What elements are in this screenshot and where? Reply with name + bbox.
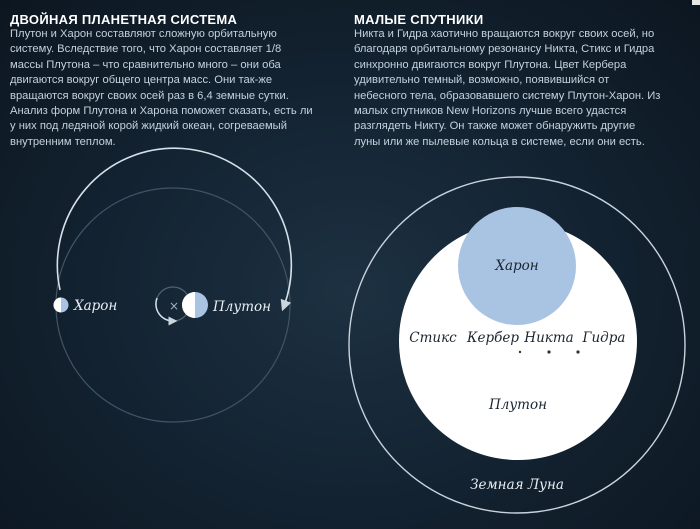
- barycenter-mark: ×: [169, 299, 180, 313]
- orbit-direction-arrow: [57, 148, 291, 306]
- charon-body: [54, 298, 69, 313]
- nix-dot: [547, 350, 550, 353]
- styx-label: Стикс: [409, 330, 457, 346]
- hydra-dot: [576, 350, 579, 353]
- hydra-label: Гидра: [582, 330, 626, 346]
- charon-size-label: Харон: [495, 258, 539, 274]
- earth-moon-label: Земная Луна: [470, 477, 564, 493]
- nix-label: Никта: [524, 330, 574, 346]
- kerberos-dot: [519, 351, 521, 353]
- binary-system-diagram: [54, 148, 292, 422]
- binary-system-heading: ДВОЙНАЯ ПЛАНЕТНАЯ СИСТЕМА: [10, 12, 238, 27]
- pluto-size-label: Плутон: [488, 397, 548, 413]
- binary-system-text: Плутон и Харон составляют сложную орбитальную систему. Вследствие того, что Харон составляет 1/8 массы Плутона – что сравнительно много – они оба двигаются вокруг общего центра масс. Они так-же вращаются вокруг своих осей раз в 6,4 земные сутки. Анализ форм Плутона и Харона поможет сказать, есть ли у них под ледяной корой жидкий океан, согреваемый внутренним теплом.: [10, 28, 313, 148]
- kerberos-label: Кербер: [467, 330, 519, 346]
- pluto-body: [182, 292, 208, 318]
- small-moons-heading: МАЛЫЕ СПУТНИКИ: [354, 12, 484, 27]
- small-moons-text: Никта и Гидра хаотично вращаются вокруг своих осей, но благодаря орбитальному резонансу Никта, Стикс и Гидра синхронно двигаются вокруг Плутона. Цвет Кербера удивительно темный, возможно, появившийся от небесного тела, образовавшего систему Плутон-Харон. Из малых спутников New Horizons лучше всего удастся разглядеть Никту. Он также может обнаружить другие луны или же пылевые кольца в системе, если они есть.: [354, 28, 661, 148]
- size-comparison-diagram: [349, 177, 685, 513]
- charon-label: Харон: [74, 298, 118, 314]
- pluto-label: Плутон: [213, 299, 272, 315]
